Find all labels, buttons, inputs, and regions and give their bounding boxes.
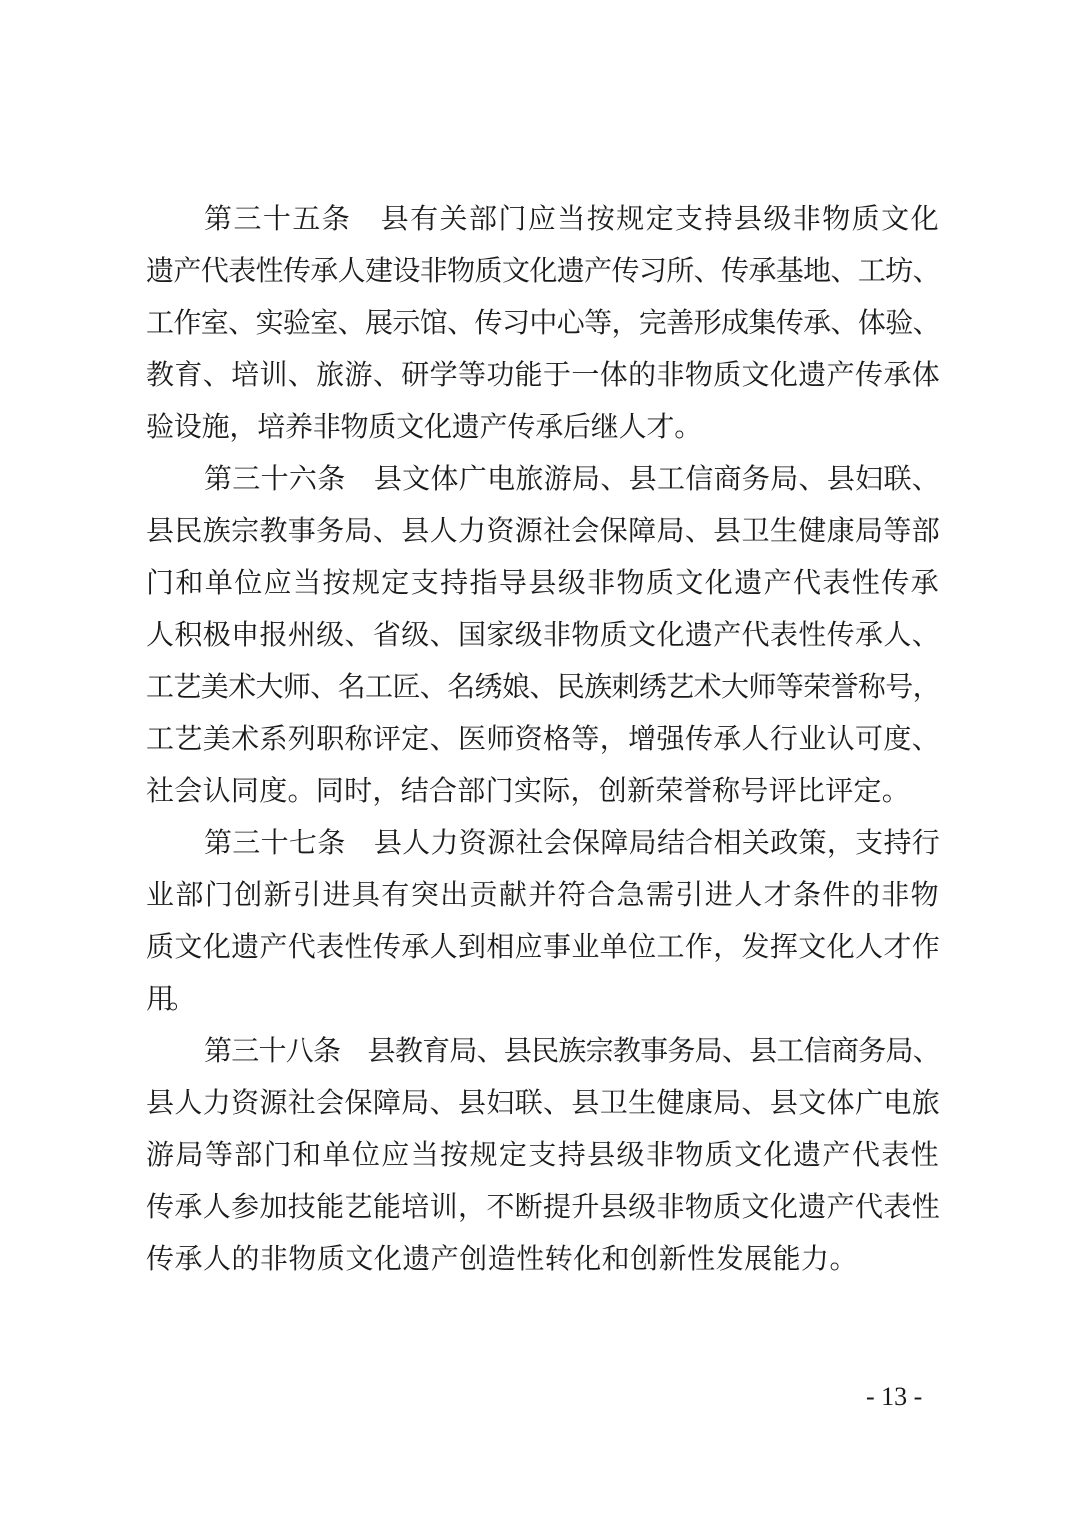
article-35-line-4: 教育、培训、旅游、研学等功能于一体的非物质文化遗产传承体 xyxy=(146,358,941,391)
article-36-line-3: 门和单位应当按规定支持指导县级非物质文化遗产代表性传承 xyxy=(146,566,941,599)
article-37-line-4: 用。 xyxy=(146,982,191,1015)
article-38-line-3: 游局等部门和单位应当按规定支持县级非物质文化遗产代表性 xyxy=(146,1138,941,1171)
article-36-line-1: 第三十六条 县文体广电旅游局、县工信商务局、县妇联、 xyxy=(204,462,941,495)
article-35-line-5: 验设施，培养非物质文化遗产传承后继人才。 xyxy=(146,410,703,443)
article-38-line-5: 传承人的非物质文化遗产创造性转化和创新性发展能力。 xyxy=(146,1242,859,1275)
article-35-line-1: 第三十五条 县有关部门应当按规定支持县级非物质文化 xyxy=(204,202,941,235)
article-38-line-1: 第三十八条 县教育局、县民族宗教事务局、县工信商务局、 xyxy=(204,1034,941,1067)
article-38-line-2: 县人力资源社会保障局、县妇联、县卫生健康局、县文体广电旅 xyxy=(146,1086,941,1119)
article-35-line-2: 遗产代表性传承人建设非物质文化遗产传习所、传承基地、工坊、 xyxy=(146,254,941,287)
article-38-line-4: 传承人参加技能艺能培训，不断提升县级非物质文化遗产代表性 xyxy=(146,1190,941,1223)
article-36-line-2: 县民族宗教事务局、县人力资源社会保障局、县卫生健康局等部 xyxy=(146,514,941,547)
page-number: - 13 - xyxy=(866,1382,923,1411)
article-37-line-1: 第三十七条 县人力资源社会保障局结合相关政策，支持行 xyxy=(204,826,941,859)
article-37-line-2: 业部门创新引进具有突出贡献并符合急需引进人才条件的非物 xyxy=(146,878,941,911)
article-36-line-5: 工艺美术大师、名工匠、名绣娘、民族刺绣艺术大师等荣誉称号， xyxy=(146,670,941,703)
article-36-line-7: 社会认同度。同时，结合部门实际，创新荣誉称号评比评定。 xyxy=(146,774,911,807)
article-35-line-3: 工作室、实验室、展示馆、传习中心等，完善形成集传承、体验、 xyxy=(146,306,941,339)
article-36-line-6: 工艺美术系列职称评定、医师资格等，增强传承人行业认可度、 xyxy=(146,722,941,755)
article-36-line-4: 人积极申报州级、省级、国家级非物质文化遗产代表性传承人、 xyxy=(146,618,941,651)
article-37-line-3: 质文化遗产代表性传承人到相应事业单位工作，发挥文化人才作 xyxy=(146,930,941,963)
